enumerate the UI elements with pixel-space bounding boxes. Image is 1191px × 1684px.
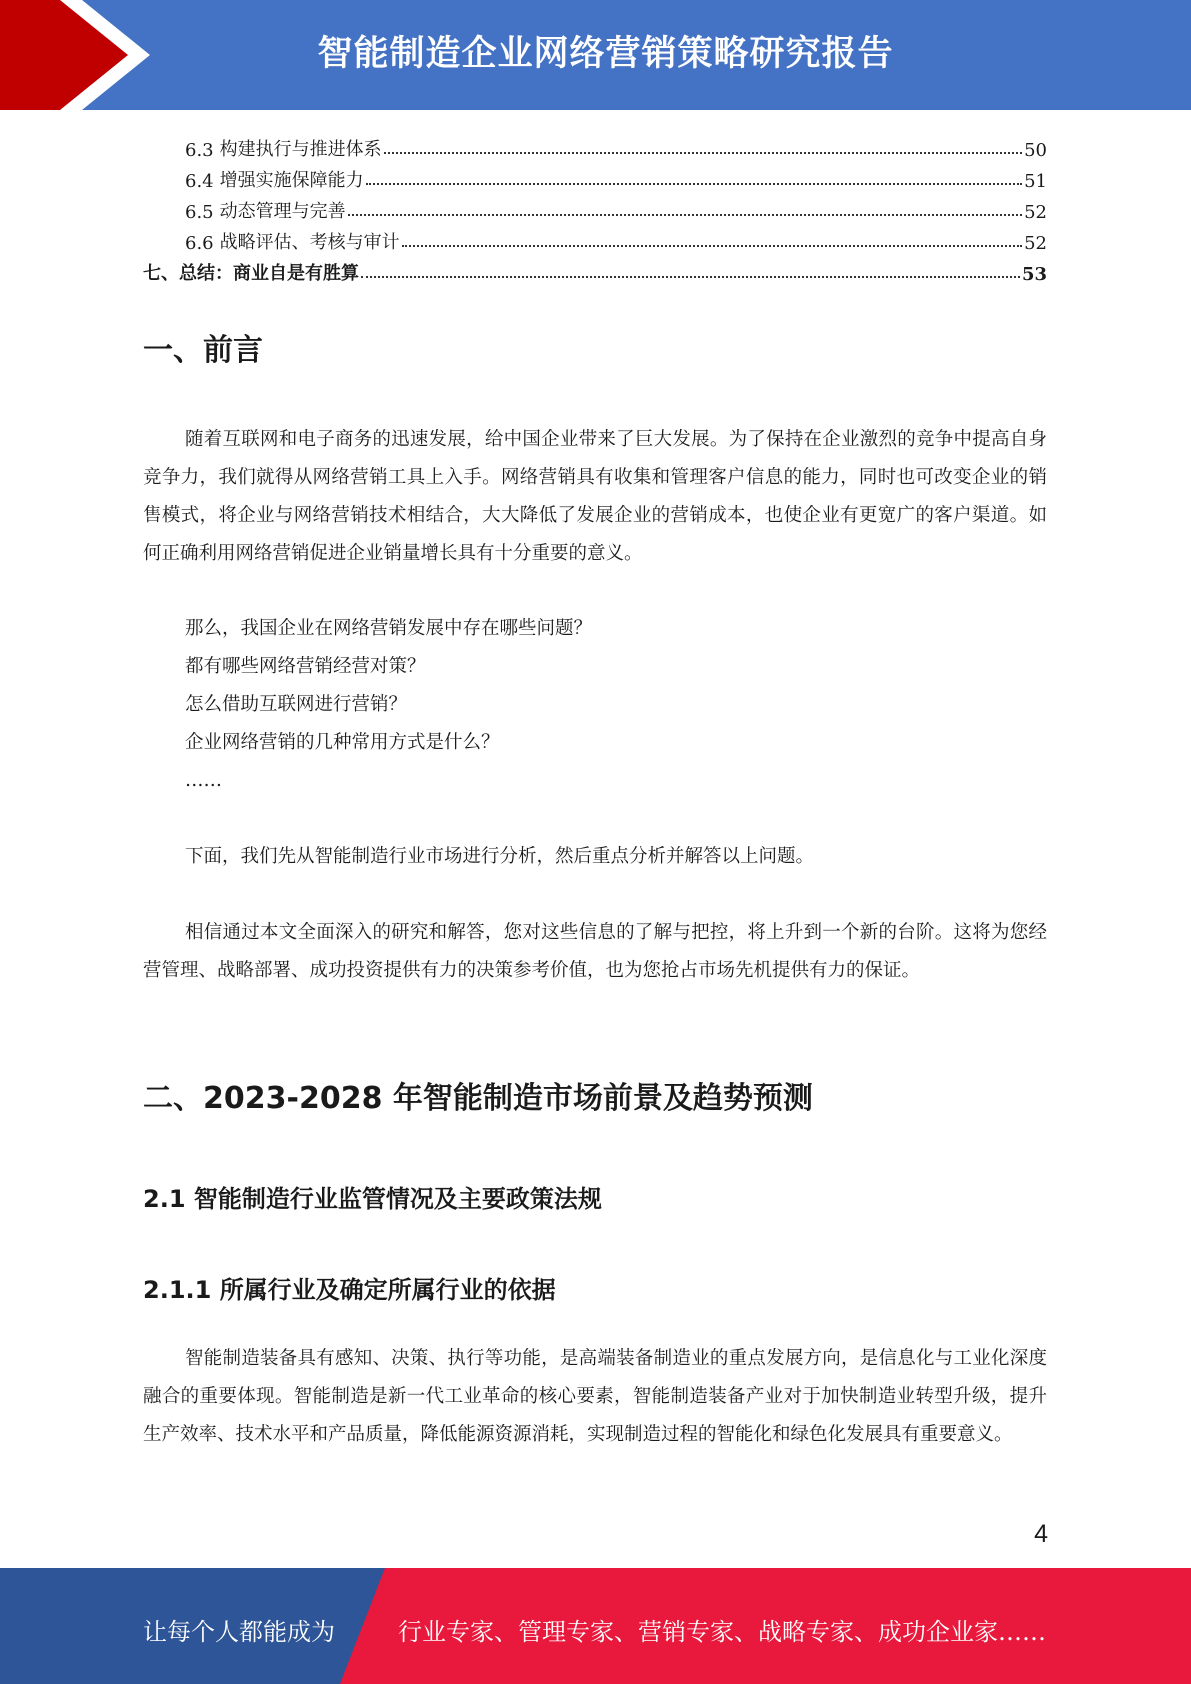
toc-entry[interactable] [143, 130, 1047, 161]
subsection-heading-2-1: 2.1 智能制造行业监管情况及主要政策法规 [143, 1185, 602, 1213]
toc-entry-page: 52 [1024, 202, 1047, 223]
report-title: 智能制造企业网络营销策略研究报告 [317, 34, 894, 74]
footer-slogan-left: 让每个人都能成为 [143, 1618, 335, 1646]
preface-paragraph-2: 下面，我们先从智能制造行业市场进行分析，然后重点分析并解答以上问题。 [185, 846, 815, 867]
toc-entry-page: 51 [1024, 171, 1047, 192]
toc-leader [348, 214, 1022, 216]
preface-paragraph-3: 相信通过本文全面深入的研究和解答，您对这些信息的了解与把控，将上升到一个新的台阶。这将为您经营管理、战略部署、成功投资提供有力的决策参考价值，也为您抢占市场先机提供有力的保证。 [143, 922, 1047, 981]
page-header [0, 0, 1191, 110]
question-item: 怎么借助互联网进行营销？ [185, 694, 408, 715]
toc-leader [366, 183, 1022, 185]
toc-entry-page: 50 [1024, 140, 1047, 161]
page-number: 4 [1034, 1520, 1048, 1548]
toc-entry[interactable] [143, 192, 1047, 223]
toc-entry-number: 6.6 [185, 233, 214, 254]
toc-entry[interactable] [143, 161, 1047, 192]
toc-entry-label: 战略评估、考核与审计 [219, 232, 400, 253]
page-footer [0, 1568, 1191, 1684]
toc-entry-label: 七、总结：商业自是有胜算 [143, 263, 359, 284]
toc-entry-number: 6.4 [185, 171, 214, 192]
toc-entry[interactable] [143, 223, 1047, 254]
preface-paragraph-1: 随着互联网和电子商务的迅速发展，给中国企业带来了巨大发展。为了保持在企业激烈的竞争中提高自身竞争力，我们就得从网络营销工具上入手。网络营销具有收集和管理客户信息的能力，同时也可改变企业的销售模式，将企业与网络营销技术相结合，大大降低了发展企业的营销成本，也使企业有更宽广的客户渠道。如何正确利用网络营销促进企业销量增长具有十分重要的意义。 [143, 429, 1047, 564]
toc-entry-label: 构建执行与推进体系 [219, 139, 382, 160]
section-heading-forecast: 二、2023-2028 年智能制造市场前景及趋势预测 [143, 1081, 813, 1116]
question-item: …… [185, 770, 222, 791]
table-of-contents [143, 130, 1047, 285]
toc-leader [402, 245, 1022, 247]
footer-slogan-right: 行业专家、管理专家、营销专家、战略专家、成功企业家…… [398, 1618, 1046, 1646]
toc-entry-label: 动态管理与完善 [219, 201, 346, 222]
toc-entry-number: 6.3 [185, 140, 214, 161]
section-heading-preface: 一、前言 [143, 333, 263, 368]
toc-entry-page: 52 [1024, 233, 1047, 254]
toc-entry-label: 增强实施保障能力 [219, 170, 364, 191]
question-item: 企业网络营销的几种常用方式是什么？ [185, 732, 500, 753]
question-list [185, 610, 592, 800]
toc-leader [361, 276, 1020, 278]
toc-entry-number: 6.5 [185, 202, 214, 223]
subsection-heading-2-1-1: 2.1.1 所属行业及确定所属行业的依据 [143, 1276, 556, 1304]
toc-leader [384, 152, 1022, 154]
question-item: 那么，我国企业在网络营销发展中存在哪些问题？ [185, 618, 593, 639]
question-item: 都有哪些网络营销经营对策？ [185, 656, 426, 677]
toc-entry-page: 53 [1021, 264, 1047, 285]
industry-paragraph: 智能制造装备具有感知、决策、执行等功能，是高端装备制造业的重点发展方向，是信息化与工业化深度融合的重要体现。智能制造是新一代工业革命的核心要素，智能制造装备产业对于加快制造业转型升级，提升生产效率、技术水平和产品质量，降低能源资源消耗，实现制造过程的智能化和绿色化发展具有重要意义。 [143, 1348, 1047, 1445]
toc-entry-chapter[interactable] [143, 254, 1047, 285]
